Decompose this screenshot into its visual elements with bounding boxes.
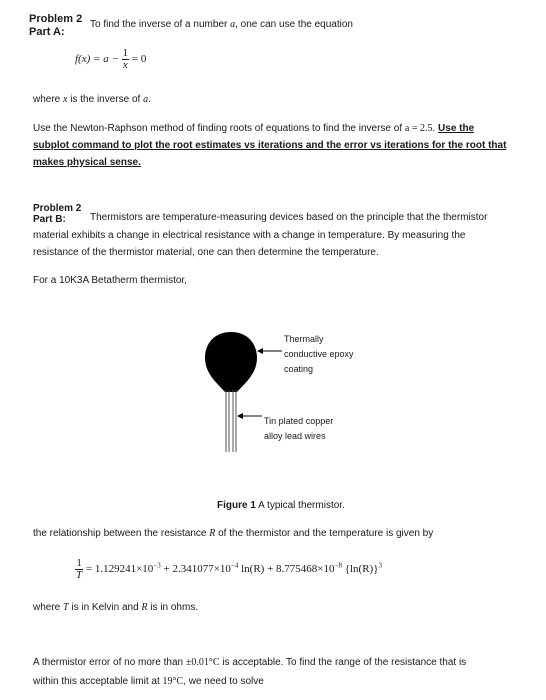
- relationship-line: the relationship between the resistance R of the thermistor and the temperature is given by: [33, 528, 434, 539]
- figure-caption: Figure 1 A typical thermistor.: [217, 500, 345, 511]
- problem-2b-heading: Problem 2: [33, 203, 82, 214]
- label-epoxy-2: conductive epoxy: [284, 349, 354, 359]
- label-epoxy-3: coating: [284, 364, 314, 374]
- task-line-1: Use the Newton-Raphson method of finding roots of equations to find the inverse of a = 2.5. Use the: [33, 123, 475, 134]
- part-b-line-3: resistance of the thermistor material, one can then determine the temperature.: [33, 247, 379, 258]
- where-t-line: where T is in Kelvin and R is in ohms.: [33, 602, 199, 613]
- for-thermistor-line: For a 10K3A Betatherm thermistor,: [33, 275, 187, 286]
- problem-2a-heading: Problem 2: [29, 13, 83, 25]
- epoxy-bulb-icon: [205, 332, 257, 392]
- steinhart-equation: $\frac{1}{T}$ = $1.129241\times 10^{-3} + 2.341077\times 10^{-4}$ $\ln(R) + 8.775468\times 10^{-8}$ $\{\ln(R)\}^3$: [76, 557, 382, 581]
- task-line-2: subplot command to plot the root estimates vs iterations and the error vs iterations for the root that: [33, 140, 507, 151]
- part-a-intro: To find the inverse of a number a, one can use the equation: [90, 19, 353, 30]
- lead-wires-icon: [226, 390, 236, 452]
- inverse-equation: f(x) = a − $\frac{1}{x}$ = 0: [75, 47, 147, 71]
- part-b-line-2: material exhibits a change in electrical resistance with a change in temperature. By measuring the: [33, 230, 466, 241]
- error-line-1: A thermistor error of no more than ±0.01°C is acceptable. To find the range of the resistance that is: [33, 657, 467, 668]
- task-line-3: makes physical sense.: [33, 157, 141, 168]
- wire-arrow-icon: [237, 413, 262, 419]
- part-b-line-1: Thermistors are temperature-measuring devices based on the principle that the thermistor: [90, 212, 488, 223]
- label-wire-2: alloy lead wires: [264, 431, 326, 441]
- epoxy-arrow-icon: [257, 348, 282, 354]
- label-wire-1: Tin plated copper: [264, 416, 334, 426]
- label-epoxy-1: Thermally: [284, 334, 324, 344]
- part-a-label: Part A:: [29, 26, 65, 38]
- part-b-label: Part B:: [33, 214, 66, 225]
- where-x-line: where x is the inverse of a.: [33, 94, 151, 105]
- error-line-2: within this acceptable limit at 19°C, we need to solve: [33, 676, 264, 687]
